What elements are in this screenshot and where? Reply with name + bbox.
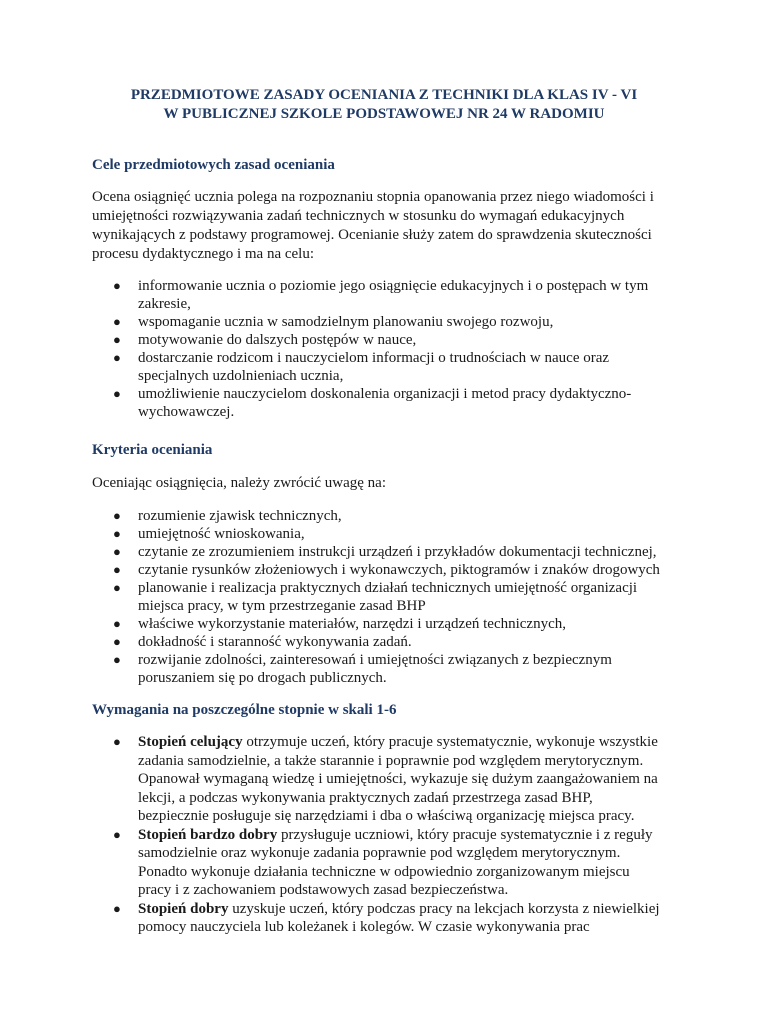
paragraph-line: Oceniając osiągnięcia, należy zwrócić uwagę na:: [92, 475, 387, 491]
grade-text: Ponadto wykonuje działania techniczne w odpowiednio zorganizowanym miejscu: [138, 863, 630, 880]
list-item-grade-6: [92, 733, 692, 826]
list-item-grade-4: [92, 900, 692, 937]
bullet-icon: ●: [113, 314, 121, 329]
list-item-text: właściwe wykorzystanie materiałów, narzędzi i urządzeń technicznych,: [138, 616, 566, 632]
grade-name: Stopień celujący: [138, 734, 243, 750]
section-heading-goals: Cele przedmiotowych zasad oceniania: [92, 157, 335, 173]
title-line-1: PRZEDMIOTOWE ZASADY OCENIANIA Z TECHNIKI DLA KLAS IV - VI: [130, 87, 638, 103]
list-item: [92, 651, 692, 687]
grade-text: zadania samodzielnie, a także starannie i poprawnie pod względem merytorycznym.: [138, 752, 644, 769]
bullet-icon: ●: [113, 562, 121, 577]
document-title: [0, 86, 768, 124]
grade-text: otrzymuje uczeń, który pracuje systematycznie, wykonuje wszystkie: [242, 734, 658, 750]
list-item: [92, 349, 692, 385]
paragraph-line: Ocena osiągnięć ucznia polega na rozpoznaniu stopnia opanowania przez niego wiadomości i: [92, 189, 654, 205]
list-item: [92, 331, 692, 349]
bullet-icon: ●: [113, 616, 121, 631]
grade-name: Stopień bardzo dobry: [138, 826, 278, 843]
list-item-text: czytanie rysunków złożeniowych i wykonawczych, piktogramów i znaków drogowych: [138, 562, 660, 578]
bullet-icon: ●: [113, 652, 121, 667]
list-item-text: specjalnych uzdolnieniach ucznia,: [138, 368, 344, 384]
paragraph-line: wynikających z podstawy programowej. Ocenianie służy zatem do sprawdzenia skuteczności: [92, 227, 652, 243]
list-item-grade-5: [92, 826, 692, 900]
list-item-text: informowanie ucznia o poziomie jego osiągnięcie edukacyjnych i o postępach w tym: [138, 278, 649, 294]
grade-text: uzyskuje uczeń, który podczas pracy na lekcjach korzysta z niewielkiej: [228, 900, 660, 917]
paragraph-line: umiejętności rozwiązywania zadań technicznych w stosunku do wymagań edukacyjnych: [92, 208, 625, 224]
list-item-text: wychowawczej.: [138, 404, 235, 420]
list-item: [92, 277, 692, 313]
title-line-2: W PUBLICZNEJ SZKOLE PODSTAWOWEJ NR 24 W RADOMIU: [163, 106, 605, 122]
list-item: [92, 579, 692, 615]
list-item: [92, 525, 692, 543]
list-item-text: dokładność i staranność wykonywania zadań.: [138, 634, 412, 650]
bullet-icon: ●: [113, 580, 121, 595]
criteria-list: [92, 507, 692, 687]
list-item-text: rozwijanie zdolności, zainteresowań i umiejętności związanych z bezpiecznym: [138, 652, 612, 668]
grade-text: bezpiecznie posługuje się narzędziami i dba o właściwą organizację miejsca pracy.: [138, 808, 635, 824]
bullet-icon: ●: [113, 900, 121, 916]
paragraph-line: procesu dydaktycznego i ma na celu:: [92, 246, 314, 262]
grade-name: Stopień dobry: [138, 900, 229, 917]
grade-text: pomocy nauczyciela lub koleżanek i kolegów. W czasie wykonywania prac: [138, 919, 590, 935]
criteria-intro-paragraph: [92, 474, 692, 493]
list-item-text: dostarczanie rodzicom i nauczycielom informacji o trudnościach w nauce oraz: [138, 350, 610, 366]
grades-list: [92, 733, 692, 937]
list-item-text: zakresie,: [138, 296, 191, 312]
bullet-icon: ●: [113, 526, 121, 541]
grade-text: lekcji, a podczas wykonywania praktycznych zadań przestrzega zasad BHP,: [138, 789, 593, 806]
list-item: [92, 313, 692, 331]
list-item-text: wspomaganie ucznia w samodzielnym planowaniu swojego rozwoju,: [138, 314, 554, 330]
list-item-text: motywowanie do dalszych postępów w nauce,: [138, 332, 417, 348]
list-item-text: rozumienie zjawisk technicznych,: [138, 508, 342, 524]
list-item: [92, 633, 692, 651]
bullet-icon: ●: [113, 826, 121, 842]
goals-intro-paragraph: [92, 188, 692, 264]
bullet-icon: ●: [113, 278, 121, 293]
goals-list: [92, 277, 692, 421]
grade-text: przysługuje uczniowi, który pracuje systematycznie i z reguły: [277, 826, 653, 843]
grade-text: Opanował wymaganą wiedzę i umiejętności, wykazuje się dużym zaangażowaniem na: [138, 771, 658, 787]
list-item-text: poruszaniem się po drogach publicznych.: [138, 670, 387, 686]
list-item-text: planowanie i realizacja praktycznych działań technicznych umiejętność organizacji: [138, 580, 638, 596]
bullet-icon: ●: [113, 350, 121, 365]
bullet-icon: ●: [113, 332, 121, 347]
list-item: [92, 615, 692, 633]
section-heading-criteria: Kryteria oceniania: [92, 442, 213, 458]
bullet-icon: ●: [113, 386, 121, 401]
grade-text: pracy i z zachowaniem podstawowych zasad bezpieczeństwa.: [138, 882, 509, 898]
list-item: [92, 561, 692, 579]
list-item-text: czytanie ze zrozumieniem instrukcji urządzeń i przykładów dokumentacji technicznej,: [138, 544, 657, 560]
list-item-text: umożliwienie nauczycielom doskonalenia organizacji i metod pracy dydaktyczno-: [138, 386, 632, 402]
list-item: [92, 385, 692, 421]
list-item: [92, 543, 692, 561]
bullet-icon: ●: [113, 734, 121, 749]
bullet-icon: ●: [113, 634, 121, 649]
bullet-icon: ●: [113, 508, 121, 523]
list-item-text: miejsca pracy, w tym przestrzeganie zasad BHP: [138, 598, 426, 614]
list-item-text: umiejętność wnioskowania,: [138, 526, 305, 542]
section-heading-requirements: Wymagania na poszczególne stopnie w skali 1-6: [92, 702, 397, 718]
grade-text: samodzielnie oraz wykonuje zadania poprawnie pod względem merytorycznym.: [138, 845, 621, 861]
list-item: [92, 507, 692, 525]
bullet-icon: ●: [113, 544, 121, 559]
